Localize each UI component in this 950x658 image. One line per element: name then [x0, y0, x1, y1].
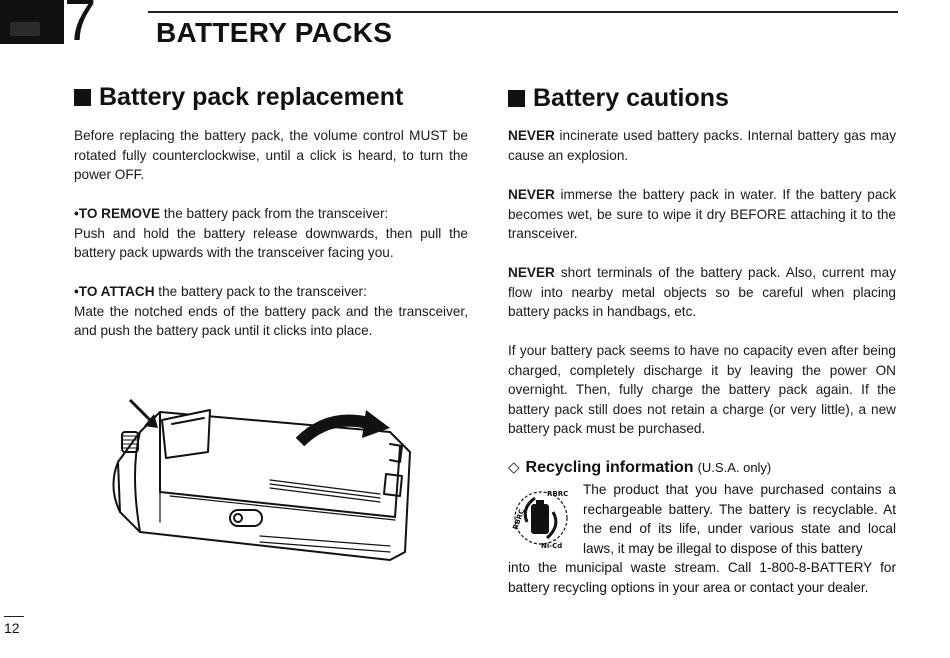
- caution-text: incinerate used battery packs. Internal battery gas may cause an explosion.: [508, 128, 896, 163]
- caution-incinerate: [508, 126, 896, 165]
- attach-label: •TO ATTACH: [74, 284, 155, 299]
- attach-tail: the battery pack to the transceiver:: [154, 284, 367, 299]
- chapter-number: 7: [64, 0, 97, 53]
- remove-instructions: [74, 204, 468, 263]
- page-number-rule: [4, 616, 24, 617]
- attach-instructions: [74, 282, 468, 341]
- replacement-section-title: [74, 83, 403, 112]
- replacement-title-text: Battery pack replacement: [99, 83, 404, 111]
- caution-short: [508, 263, 896, 322]
- chapter-tab: [0, 0, 64, 44]
- remove-label: •TO REMOVE: [74, 206, 161, 221]
- page-number: 12: [4, 620, 20, 636]
- cautions-section-title: [508, 84, 729, 113]
- capacity-paragraph: If your battery pack seems to have no capacity even after being charged, completely discharge it by leaving the power ON overnight. Then, fully charge the battery pack again. If the battery pack still does not retain a charge (or very little), a new battery pack must be purchased.: [508, 343, 896, 436]
- recycling-note: (U.S.A. only): [697, 460, 772, 475]
- remove-tail: the battery pack from the transceiver:: [160, 206, 389, 221]
- caution-text: immerse the battery pack in water. If the battery pack becomes wet, be sure to wipe it dry BEFORE attaching it to the transceiver.: [508, 187, 896, 241]
- caution-lead: NEVER: [508, 265, 555, 280]
- caution-lead: NEVER: [508, 128, 555, 143]
- remove-text: Push and hold the battery release downwards, then pull the battery pack upwards with the transceiver facing you.: [74, 225, 468, 260]
- battery-attach-illustration: [100, 392, 440, 572]
- logo-rbrc-side: RBRC: [511, 508, 527, 531]
- rbrc-recycle-logo-icon: [507, 482, 579, 554]
- chapter-title: BATTERY PACKS: [156, 17, 393, 48]
- replacement-intro: Before replacing the battery pack, the volume control MUST be rotated fully counterclockwise, until a click is heard, to turn the power OFF.: [74, 128, 468, 182]
- press-arrow-icon: [130, 400, 158, 428]
- recycling-text-2: into the municipal waste stream. Call 1-800-8-BATTERY for battery recycling options in your area or contact your dealer.: [508, 560, 896, 595]
- caution-immerse: [508, 185, 896, 244]
- attach-text: Mate the notched ends of the battery pack and the transceiver, and push the battery pack until it clicks into place.: [74, 303, 468, 338]
- diamond-outline-icon: ◇: [508, 459, 520, 476]
- recycling-text-1: The product that you have purchased contains a rechargeable battery. The battery is recyclable. At the end of its life, under various state and local laws, it may be illegal to dispose of this battery: [583, 482, 896, 556]
- header-rule: [148, 11, 898, 13]
- recycling-title: [508, 458, 771, 477]
- logo-rbrc-top: RBRC: [547, 490, 569, 498]
- recycling-title-text: Recycling information: [525, 459, 694, 476]
- square-bullet-icon: [74, 89, 91, 106]
- logo-nicd: Ni-Cd: [541, 542, 563, 550]
- caution-lead: NEVER: [508, 187, 555, 202]
- cautions-title-text: Battery cautions: [533, 84, 729, 112]
- square-bullet-icon: [508, 90, 525, 107]
- caution-text: short terminals of the battery pack. Also, current may flow into nearby metal objects so be careful when placing battery packs in handbags, etc.: [508, 265, 896, 319]
